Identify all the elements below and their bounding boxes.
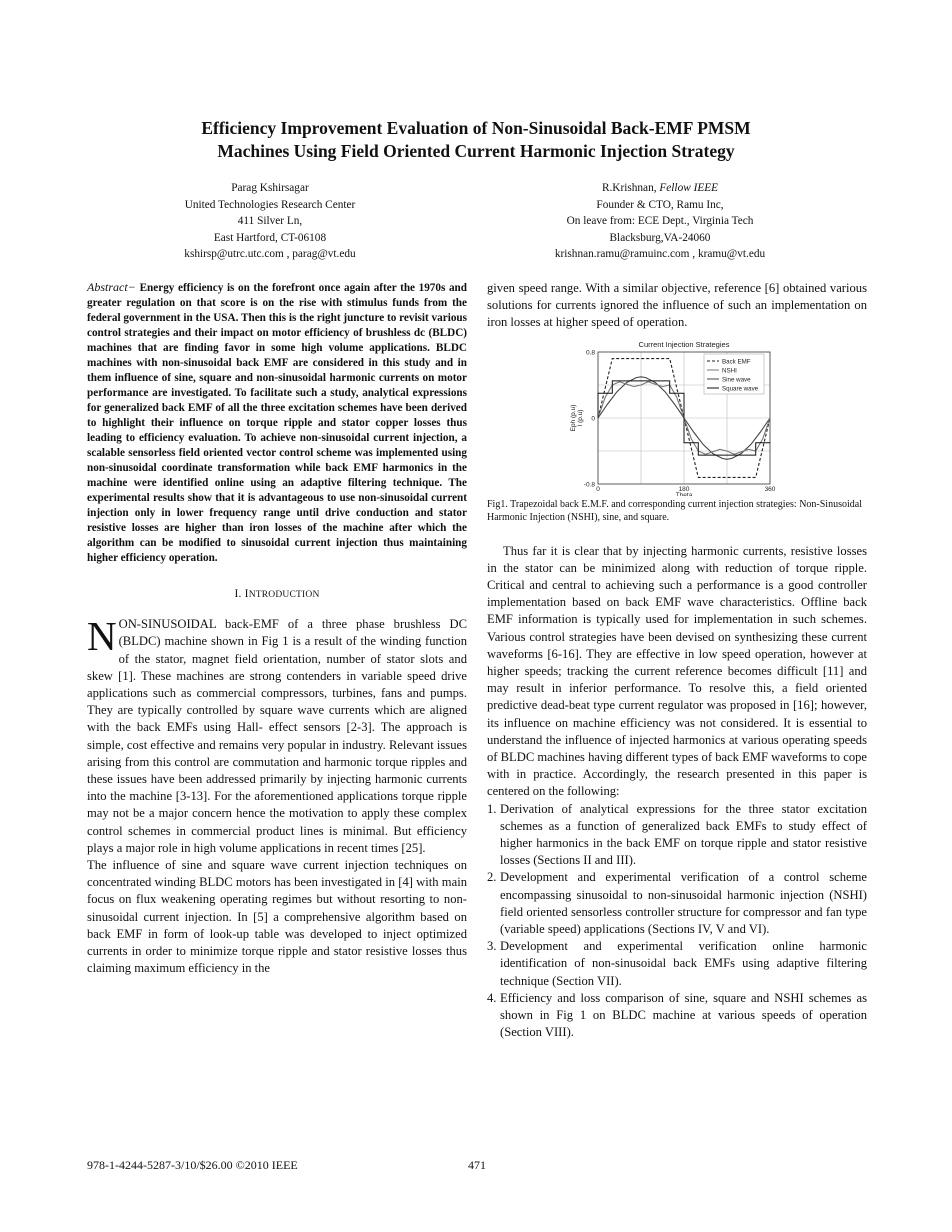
list-item [487,990,867,1042]
title-line-2: Machines Using Field Oriented Current Harmonic Injection Strategy [217,141,735,161]
page-footer [87,1158,507,1173]
author-email[interactable]: kshirsp@utrc.utc.com , parag@vt.edu [184,248,356,260]
abstract-body: Energy efficiency is on the forefront once again after the 1970s and greater regulation on that score is on the rise with stimulus funds from the federal government in the USA. Then this is the right juncture to revisit various control strategies and their impact on motor efficiency of brushless dc (BLDC) machines that are finding favor in some high volume applications. BLDC machines with non-sinusoidal back EMF are considered in this study and in them influence of sine, square and non-sinusoidal harmonic currents on motor performance are investigated. To facilitate such a study, analytical expressions for generalized back EMF of all the three excitation schemes have been derived to highlight their influence on torque ripple and stator copper losses thus leading to efficiency evaluation. To achieve non-sinusoidal current injection, a scalable sensorless field oriented vector control scheme was implemented using non-sinusoidal coordinate transformation while back EMF harmonics in the machine were identified online using an adaptive filtering technique. The experimental results show that it is advantageous to use non-sinusoidal current injection only in lower frequency range until drive conduction and stator resistive losses are higher than iron losses of the machine after which the algorithm can be modified to sinusoidal current injection thus maintaining higher efficiency operation. [87,282,467,564]
x-tick-label: 180 [678,485,690,493]
list-item-text: Efficiency and loss comparison of sine, square and NSHI schemes as shown in Fig 1 on BLDC machine at various speeds of operation (Section VIII). [500,990,867,1040]
current-injection-chart [487,338,867,496]
y-tick-label: 0 [591,415,595,423]
list-item [487,938,867,990]
right-column [487,280,867,1042]
legend-label: Back EMF [722,357,751,365]
y-axis-label: I (p.u) [577,409,584,427]
drop-cap: N [87,613,117,660]
author-name-line [510,180,810,197]
chart-title: Current Injection Strategies [638,339,730,349]
author-address-2: Blacksburg,VA-24060 [609,231,711,244]
author-address-1: 411 Silver Ln, [237,215,303,227]
author-org: Founder & CTO, Ramu Inc, [596,198,724,211]
author-email[interactable]: krishnan.ramu@ramuinc.com , kramu@vt.edu [554,248,766,260]
intro-paragraph-1-text: ON-SINUSOIDAL back-EMF of a three phase brushless DC (BLDC) machine shown in Fig 1 is a result of the winding function of the stator, magnet field orientation, number of stator slots and skew [1]. These machines are strong contenders in variable speed drive applications such as commercial compressors, turbines, fans and pumps. They are typically controlled by square wave currents which are aligned with the back EMFs using Hall- effect sensors [2-3]. The approach is simple, cost effective and remains very popular in industry. Relevant issues arising from this control are commutation and harmonic torque ripples and these issues have been addressed primarily by injecting harmonic currents into the machine [3-13]. For the aforementioned applications torque ripple may not be a major concern hence the motivation to apply these complex control schemes in commercial product lines is minimal. But efficiency plays a major role in high volume applications in recent times [25]. [87,617,467,855]
right-paragraph-2: Thus far it is clear that by injecting harmonic currents, resistive losses in the stator can be minimized along with reduction of torque ripple. Critical and central to achieving such a performance is a good controller implementation based on back EMF wave characteristics. Offline back EMF information is typically used for implementation in such schemes. Various control strategies have been devised on synthesizing these current waveforms [6-16]. They are effective in low speed operation, however at higher speeds; tracking the current reference becomes difficult [11] and may result in inferior performance. To resolve this, a field oriented predictive dead-beat type current regulator was proposed in [16]; however, its influence on machine efficiency was not considered. It is essential to understand the influence of injected harmonics at various operating speeds of BLDC machines having different types of back EMF waveforms to cope with in practice. Accordingly, the research presented in this paper is centered on the following: [487,543,867,799]
legend-label: Square wave [722,384,759,392]
abstract-lead: Abstract− [87,280,140,294]
list-item-number: 1. [487,801,497,816]
legend-label: Sine wave [722,375,751,383]
author-block-2 [510,180,810,263]
figure-caption: Fig1. Trapezoidal back E.M.F. and corresponding current injection strategies: Non-Sinusoidal Harmonic Injection (NSHI), sine, and square. [487,498,862,524]
list-item-number: 4. [487,990,497,1005]
list-item-text: Development and experimental verification online harmonic identification of non-sinusoidal back EMFs using adaptive filtering technique (Section VII). [500,939,867,988]
right-paragraph-1: given speed range. With a similar objective, reference [6] obtained various solutions for currents ignored the influence of such an implementation on iron losses at higher speed of operation. [487,281,867,330]
section-heading-introduction [87,586,467,604]
list-item-text: Derivation of analytical expressions for the three stator excitation schemes as a function of generalized back EMFs to study effect of higher harmonics in the back EMF on torque ripple and stator resistive losses (Sections II and III). [500,801,867,868]
contribution-list [487,801,867,1042]
author-name: Parag Kshirsagar [231,182,309,194]
list-item-text: Development and experimental verification of a control scheme encompassing sinusoidal to non-sinusoidal harmonic injection (NSHI) field oriented sensorless controller structure for compressor and fan type (variable speed) applications (Sections IV, V and VI). [500,870,867,937]
x-tick-label: 360 [764,485,776,493]
x-tick-label: 0 [596,485,600,493]
author-org: United Technologies Research Center [184,198,356,211]
list-item [487,869,867,938]
author-address-1: On leave from: ECE Dept., Virginia Tech [566,215,754,227]
page-number: 471 [468,1158,486,1172]
list-item-number: 2. [487,870,497,885]
y-tick-label: 0.8 [585,349,595,357]
figure-1 [487,338,867,496]
intro-paragraph-1 [87,613,467,857]
intro-paragraph-2: The influence of sine and square wave current injection techniques on concentrated winding BLDC motors has been investigated in [4] with main focus on flux weakening operating regimes but without resorting to non-sinusoidal current injection. In [5] a comprehensive algorithm based on back EMF in form of look-up table was developed to inject optimized currents in order to minimize torque ripple and stator resistive losses thus claiming maximum efficiency in the [87,858,467,976]
y-tick-label: -0.8 [583,481,595,489]
section-title: NTRODUCTION [248,590,320,600]
author-honor: Fellow IEEE [659,182,719,194]
left-column [87,280,467,977]
author-address-2: East Hartford, CT-06108 [213,231,327,244]
author-name: R.Krishnan, [601,182,660,194]
list-item-number: 3. [487,939,497,954]
x-axis-label: Theta [675,491,693,496]
list-item [487,801,867,870]
author-block-1 [150,180,390,263]
legend-label: NSHI [722,366,737,374]
abstract [87,280,467,566]
title-line-1: Efficiency Improvement Evaluation of Non-Sinusoidal Back-EMF PMSM [201,118,751,138]
paper-title [60,117,892,163]
footer-isbn: 978-1-4244-5287-3/10/$26.00 ©2010 IEEE [87,1158,298,1172]
y-axis-label: Eph (p.u) [570,404,577,431]
section-number: I. I [234,588,249,600]
